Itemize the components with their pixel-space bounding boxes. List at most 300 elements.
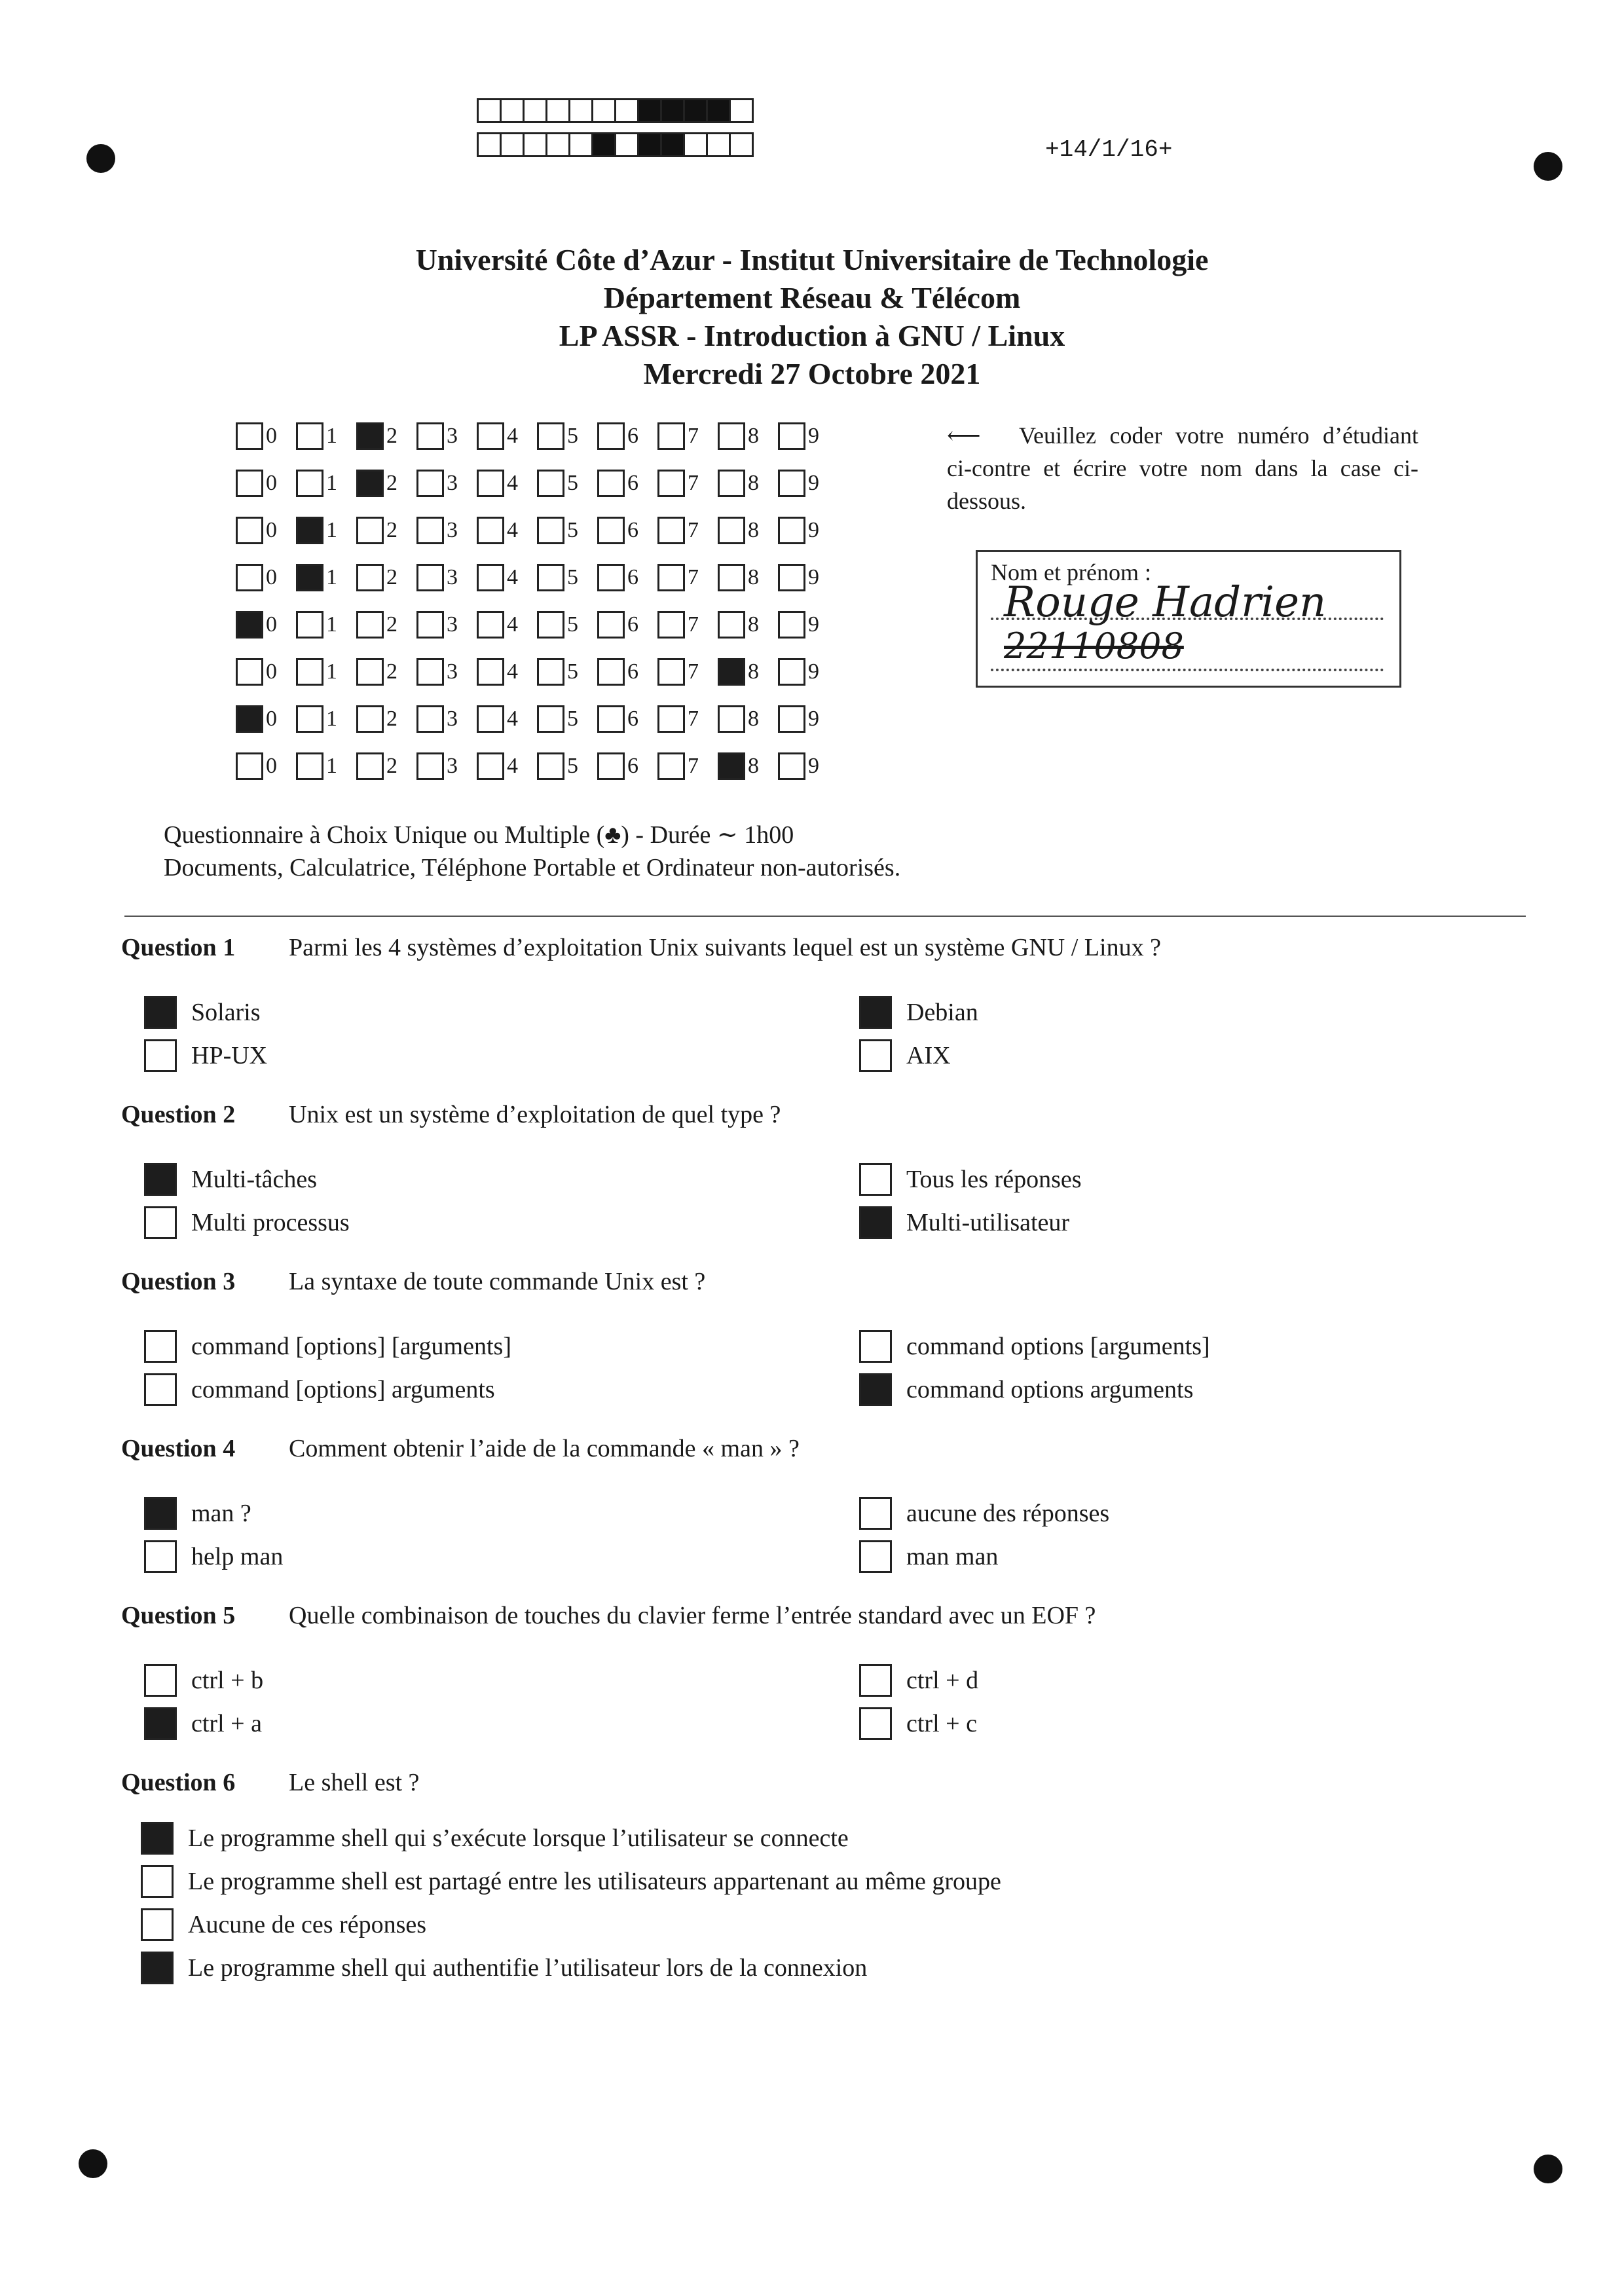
- student-id-checkbox[interactable]: [537, 564, 564, 591]
- student-id-digit: 8: [748, 659, 759, 684]
- student-id-cell[interactable]: [356, 470, 416, 497]
- student-id-cell[interactable]: [657, 422, 718, 450]
- student-id-digit: 2: [386, 424, 397, 448]
- student-id-checkbox[interactable]: [778, 517, 805, 544]
- student-id-checkbox[interactable]: [477, 422, 504, 450]
- student-id-digit: 1: [326, 754, 337, 778]
- student-id-digit: 4: [507, 659, 518, 684]
- student-id-checkbox[interactable]: [718, 752, 745, 780]
- name-dotted-line-2: [991, 669, 1384, 671]
- student-id-digit: 6: [627, 754, 638, 778]
- answer-checkbox[interactable]: [859, 1330, 892, 1363]
- student-id-cell[interactable]: [416, 564, 477, 591]
- student-id-checkbox[interactable]: [778, 470, 805, 497]
- student-id-checkbox[interactable]: [597, 422, 625, 450]
- student-id-checkbox[interactable]: [296, 752, 323, 780]
- answer-option[interactable]: [859, 996, 978, 1029]
- student-id-checkbox[interactable]: [718, 422, 745, 450]
- student-id-digit: 0: [266, 424, 277, 448]
- student-id-digit: 0: [266, 612, 277, 637]
- student-id-checkbox[interactable]: [416, 611, 444, 639]
- student-id-digit: 0: [266, 518, 277, 542]
- student-id-cell[interactable]: [657, 564, 718, 591]
- answer-label: Multi-utilisateur: [906, 1209, 1070, 1236]
- student-id-checkbox[interactable]: [236, 470, 263, 497]
- student-id-digit: 7: [688, 612, 699, 637]
- student-id-cell[interactable]: [597, 564, 657, 591]
- student-id-cell[interactable]: [778, 564, 838, 591]
- answer-checkbox[interactable]: [144, 1039, 177, 1072]
- student-id-digit: 9: [808, 471, 819, 495]
- answer-option[interactable]: [859, 1163, 1082, 1196]
- student-id-checkbox[interactable]: [296, 470, 323, 497]
- student-id-checkbox[interactable]: [597, 611, 625, 639]
- answer-option[interactable]: [141, 1822, 849, 1855]
- student-id-checkbox[interactable]: [778, 752, 805, 780]
- page-code: +14/1/16+: [1045, 136, 1173, 163]
- student-id-cell[interactable]: [477, 470, 537, 497]
- student-id-checkbox[interactable]: [778, 422, 805, 450]
- student-id-cell[interactable]: [778, 705, 838, 733]
- answer-label: command [options] arguments: [191, 1376, 495, 1403]
- student-id-checkbox[interactable]: [296, 705, 323, 733]
- student-id-digit: 1: [326, 612, 337, 637]
- header-course: LP ASSR - Introduction à GNU / Linux: [559, 319, 1065, 352]
- student-id-digit: 1: [326, 659, 337, 684]
- student-id-cell[interactable]: [597, 705, 657, 733]
- student-id-checkbox[interactable]: [416, 564, 444, 591]
- student-id-digit: 6: [627, 565, 638, 589]
- student-id-digit: 7: [688, 659, 699, 684]
- student-id-cell[interactable]: [537, 422, 597, 450]
- student-id-cell[interactable]: [356, 422, 416, 450]
- answer-label: man man: [906, 1543, 999, 1570]
- answer-checkbox[interactable]: [144, 1206, 177, 1239]
- answer-checkbox[interactable]: [144, 1540, 177, 1573]
- id-instructions: [947, 419, 1418, 517]
- student-id-checkbox[interactable]: [296, 611, 323, 639]
- left-arrow-icon: ⟵: [947, 422, 981, 449]
- answer-label: Tous les réponses: [906, 1166, 1082, 1193]
- student-id-checkbox[interactable]: [778, 658, 805, 686]
- student-id-checkbox[interactable]: [778, 564, 805, 591]
- student-id-cell[interactable]: [296, 422, 356, 450]
- answer-option[interactable]: [859, 1540, 998, 1573]
- student-id-cell[interactable]: [657, 517, 718, 544]
- student-id-digit: 4: [507, 518, 518, 542]
- student-id-digit: 3: [447, 471, 458, 495]
- student-id-cell[interactable]: [477, 752, 537, 780]
- student-id-cell[interactable]: [356, 517, 416, 544]
- student-id-checkbox[interactable]: [236, 705, 263, 733]
- student-id-digit: 0: [266, 471, 277, 495]
- student-id-cell[interactable]: [718, 752, 778, 780]
- answer-label: command options arguments: [906, 1376, 1194, 1403]
- student-id-checkbox[interactable]: [537, 611, 564, 639]
- student-id-cell[interactable]: [356, 658, 416, 686]
- answer-option[interactable]: [859, 1373, 1193, 1406]
- student-id-checkbox[interactable]: [236, 658, 263, 686]
- student-id-digit: 5: [567, 754, 578, 778]
- student-id-checkbox[interactable]: [477, 470, 504, 497]
- student-id-cell[interactable]: [778, 658, 838, 686]
- student-id-checkbox[interactable]: [236, 564, 263, 591]
- student-id-cell[interactable]: [477, 705, 537, 733]
- student-id-checkbox[interactable]: [597, 705, 625, 733]
- student-id-cell[interactable]: [537, 705, 597, 733]
- student-id-cell[interactable]: [236, 658, 296, 686]
- student-id-digit: 3: [447, 659, 458, 684]
- question-text: La syntaxe de toute commande Unix est ?: [289, 1268, 706, 1295]
- student-id-checkbox[interactable]: [296, 422, 323, 450]
- answer-option[interactable]: [141, 1952, 867, 1984]
- student-id-checkbox[interactable]: [778, 705, 805, 733]
- answer-checkbox[interactable]: [144, 1373, 177, 1406]
- student-id-checkbox[interactable]: [356, 611, 384, 639]
- answer-label: HP-UX: [191, 1042, 268, 1069]
- student-id-checkbox[interactable]: [657, 611, 685, 639]
- student-id-checkbox[interactable]: [657, 422, 685, 450]
- answer-option[interactable]: [859, 1707, 977, 1740]
- student-id-checkbox[interactable]: [597, 564, 625, 591]
- student-id-digit: 9: [808, 754, 819, 778]
- question-header: [121, 1768, 419, 1797]
- answer-checkbox[interactable]: [859, 1707, 892, 1740]
- student-id-checkbox[interactable]: [356, 422, 384, 450]
- student-id-cell[interactable]: [356, 705, 416, 733]
- student-id-cell[interactable]: [718, 658, 778, 686]
- student-id-cell[interactable]: [718, 422, 778, 450]
- answer-option[interactable]: [859, 1039, 951, 1072]
- student-id-cell[interactable]: [416, 752, 477, 780]
- answer-option[interactable]: [144, 1373, 495, 1406]
- student-id-checkbox[interactable]: [597, 752, 625, 780]
- answer-checkbox[interactable]: [141, 1908, 174, 1941]
- student-id-checkbox[interactable]: [416, 705, 444, 733]
- student-id-checkbox[interactable]: [537, 517, 564, 544]
- student-id-cell[interactable]: [657, 705, 718, 733]
- student-id-checkbox[interactable]: [416, 470, 444, 497]
- answer-option[interactable]: [859, 1206, 1069, 1239]
- student-id-cell[interactable]: [236, 705, 296, 733]
- answer-label: man ?: [191, 1500, 251, 1527]
- handwritten-id: 22110808: [1004, 625, 1184, 667]
- student-id-cell[interactable]: [236, 752, 296, 780]
- student-id-digit: 8: [748, 754, 759, 778]
- student-id-cell[interactable]: [718, 705, 778, 733]
- student-id-digit: 3: [447, 707, 458, 731]
- student-id-checkbox[interactable]: [597, 658, 625, 686]
- student-id-cell[interactable]: [537, 611, 597, 639]
- question-label: Question 6: [121, 1769, 236, 1796]
- question-label: Question 3: [121, 1268, 236, 1295]
- answer-checkbox[interactable]: [859, 1497, 892, 1530]
- student-id-digit: 6: [627, 471, 638, 495]
- student-id-digit: 3: [447, 565, 458, 589]
- answer-checkbox[interactable]: [144, 1497, 177, 1530]
- answer-option[interactable]: [144, 1707, 262, 1740]
- answer-checkbox[interactable]: [144, 1664, 177, 1697]
- student-id-digit: 0: [266, 659, 277, 684]
- answer-option[interactable]: [141, 1865, 1001, 1898]
- answer-option[interactable]: [141, 1908, 426, 1941]
- student-id-checkbox[interactable]: [356, 470, 384, 497]
- student-id-checkbox[interactable]: [356, 705, 384, 733]
- student-id-cell[interactable]: [778, 422, 838, 450]
- student-id-checkbox[interactable]: [477, 517, 504, 544]
- student-id-checkbox[interactable]: [356, 517, 384, 544]
- student-id-cell[interactable]: [778, 470, 838, 497]
- student-id-checkbox[interactable]: [537, 705, 564, 733]
- student-id-cell[interactable]: [537, 470, 597, 497]
- student-id-checkbox[interactable]: [657, 564, 685, 591]
- student-id-cell[interactable]: [718, 470, 778, 497]
- student-id-digit: 8: [748, 518, 759, 542]
- answer-option[interactable]: [859, 1664, 978, 1697]
- student-id-cell[interactable]: [356, 611, 416, 639]
- student-id-cell[interactable]: [657, 658, 718, 686]
- student-id-cell[interactable]: [416, 517, 477, 544]
- student-id-checkbox[interactable]: [477, 752, 504, 780]
- student-id-cell[interactable]: [597, 470, 657, 497]
- id-instructions-text: Veuillez coder votre numéro d’étudiant ci-contre et écrire votre nom dans la case ci-dessous.: [947, 422, 1418, 514]
- student-id-cell[interactable]: [778, 611, 838, 639]
- answer-label: command [options] [arguments]: [191, 1333, 511, 1360]
- student-id-cell[interactable]: [356, 752, 416, 780]
- answer-option[interactable]: [144, 1497, 251, 1530]
- student-id-cell[interactable]: [597, 752, 657, 780]
- student-id-checkbox[interactable]: [597, 470, 625, 497]
- header-date: Mercredi 27 Octobre 2021: [643, 357, 981, 390]
- answer-checkbox[interactable]: [141, 1822, 174, 1855]
- student-id-cell[interactable]: [236, 564, 296, 591]
- answer-checkbox[interactable]: [859, 1039, 892, 1072]
- answer-checkbox[interactable]: [144, 1330, 177, 1363]
- student-id-cell[interactable]: [416, 470, 477, 497]
- student-id-cell[interactable]: [477, 611, 537, 639]
- answer-checkbox[interactable]: [859, 1540, 892, 1573]
- answer-label: ctrl + a: [191, 1710, 262, 1737]
- student-id-checkbox[interactable]: [416, 658, 444, 686]
- student-id-checkbox[interactable]: [296, 564, 323, 591]
- student-id-cell[interactable]: [296, 705, 356, 733]
- student-id-cell[interactable]: [296, 752, 356, 780]
- student-id-cell[interactable]: [477, 422, 537, 450]
- student-id-checkbox[interactable]: [416, 752, 444, 780]
- student-id-row: [236, 601, 838, 648]
- student-id-cell[interactable]: [597, 422, 657, 450]
- student-id-cell[interactable]: [537, 517, 597, 544]
- answer-option[interactable]: [144, 1330, 511, 1363]
- student-id-cell[interactable]: [296, 517, 356, 544]
- student-id-checkbox[interactable]: [537, 752, 564, 780]
- answer-label: ctrl + d: [906, 1667, 979, 1694]
- student-id-checkbox[interactable]: [537, 422, 564, 450]
- student-id-digit: 2: [386, 707, 397, 731]
- student-id-row: [236, 648, 838, 695]
- student-id-digit: 5: [567, 471, 578, 495]
- student-id-digit: 9: [808, 424, 819, 448]
- student-id-digit: 4: [507, 424, 518, 448]
- student-id-digit: 4: [507, 565, 518, 589]
- student-id-checkbox[interactable]: [718, 517, 745, 544]
- student-id-digit: 9: [808, 518, 819, 542]
- answer-checkbox[interactable]: [141, 1865, 174, 1898]
- student-id-digit: 8: [748, 424, 759, 448]
- answer-checkbox[interactable]: [141, 1952, 174, 1984]
- answer-option[interactable]: [144, 1540, 283, 1573]
- registration-mark-top-left: [86, 144, 115, 173]
- student-id-checkbox[interactable]: [778, 611, 805, 639]
- student-id-cell[interactable]: [477, 658, 537, 686]
- student-id-cell[interactable]: [778, 517, 838, 544]
- student-id-cell[interactable]: [657, 611, 718, 639]
- student-id-checkbox[interactable]: [718, 470, 745, 497]
- student-id-checkbox[interactable]: [657, 470, 685, 497]
- student-id-checkbox[interactable]: [718, 564, 745, 591]
- student-id-cell[interactable]: [657, 470, 718, 497]
- student-id-digit: 9: [808, 707, 819, 731]
- answer-checkbox[interactable]: [144, 1163, 177, 1196]
- student-id-checkbox[interactable]: [537, 470, 564, 497]
- answer-checkbox[interactable]: [859, 1206, 892, 1239]
- registration-mark-top-right: [1534, 152, 1562, 181]
- student-id-digit: 9: [808, 659, 819, 684]
- student-id-cell[interactable]: [778, 752, 838, 780]
- answer-option[interactable]: [859, 1497, 1109, 1530]
- student-id-checkbox[interactable]: [477, 611, 504, 639]
- student-id-digit: 7: [688, 565, 699, 589]
- student-id-cell[interactable]: [597, 611, 657, 639]
- student-id-cell[interactable]: [718, 517, 778, 544]
- student-id-cell[interactable]: [416, 422, 477, 450]
- answer-option[interactable]: [144, 1163, 317, 1196]
- student-id-checkbox[interactable]: [657, 752, 685, 780]
- student-id-digit: 6: [627, 612, 638, 637]
- student-id-cell[interactable]: [416, 611, 477, 639]
- question-label: Question 5: [121, 1602, 236, 1629]
- student-id-cell[interactable]: [236, 611, 296, 639]
- student-id-checkbox[interactable]: [416, 422, 444, 450]
- student-id-digit: 0: [266, 565, 277, 589]
- student-id-checkbox[interactable]: [718, 658, 745, 686]
- student-id-cell[interactable]: [416, 658, 477, 686]
- student-id-row: [236, 507, 838, 554]
- student-id-cell[interactable]: [537, 658, 597, 686]
- answer-label: Aucune de ces réponses: [188, 1911, 427, 1938]
- student-id-digit: 7: [688, 707, 699, 731]
- student-id-cell[interactable]: [356, 564, 416, 591]
- student-id-checkbox[interactable]: [236, 422, 263, 450]
- student-id-digit: 1: [326, 518, 337, 542]
- student-id-digit: 2: [386, 471, 397, 495]
- answer-checkbox[interactable]: [144, 1707, 177, 1740]
- student-id-checkbox[interactable]: [356, 658, 384, 686]
- question-text: Parmi les 4 systèmes d’exploitation Unix suivants lequel est un système GNU / Linux ?: [289, 934, 1161, 961]
- student-id-digit: 9: [808, 612, 819, 637]
- student-id-checkbox[interactable]: [537, 658, 564, 686]
- student-id-checkbox[interactable]: [477, 564, 504, 591]
- answer-option[interactable]: [144, 1039, 267, 1072]
- student-id-cell[interactable]: [718, 611, 778, 639]
- student-id-cell[interactable]: [236, 422, 296, 450]
- answer-checkbox[interactable]: [144, 996, 177, 1029]
- student-id-checkbox[interactable]: [416, 517, 444, 544]
- student-id-checkbox[interactable]: [657, 705, 685, 733]
- student-id-cell[interactable]: [296, 470, 356, 497]
- student-id-digit: 5: [567, 424, 578, 448]
- student-id-row: [236, 460, 838, 507]
- student-id-checkbox[interactable]: [657, 658, 685, 686]
- student-id-cell[interactable]: [597, 658, 657, 686]
- student-id-digit: 5: [567, 518, 578, 542]
- student-id-checkbox[interactable]: [356, 752, 384, 780]
- answer-option[interactable]: [859, 1330, 1210, 1363]
- student-id-row: [236, 554, 838, 601]
- student-id-cell[interactable]: [477, 517, 537, 544]
- student-id-digit: 2: [386, 612, 397, 637]
- student-id-cell[interactable]: [718, 564, 778, 591]
- student-id-digit: 6: [627, 659, 638, 684]
- name-box[interactable]: [976, 550, 1401, 688]
- student-id-cell[interactable]: [537, 752, 597, 780]
- student-id-digit: 2: [386, 754, 397, 778]
- student-id-checkbox[interactable]: [718, 705, 745, 733]
- student-id-cell[interactable]: [537, 564, 597, 591]
- answer-checkbox[interactable]: [859, 996, 892, 1029]
- student-id-cell[interactable]: [296, 564, 356, 591]
- student-id-cell[interactable]: [236, 517, 296, 544]
- question-header: [121, 1267, 705, 1296]
- student-id-cell[interactable]: [657, 752, 718, 780]
- student-id-cell[interactable]: [296, 658, 356, 686]
- answer-option[interactable]: [144, 1664, 263, 1697]
- answer-label: Le programme shell est partagé entre les utilisateurs appartenant au même groupe: [188, 1868, 1001, 1895]
- student-id-digit: 1: [326, 471, 337, 495]
- student-id-checkbox[interactable]: [356, 564, 384, 591]
- student-id-checkbox[interactable]: [657, 517, 685, 544]
- student-id-checkbox[interactable]: [236, 611, 263, 639]
- question-label: Question 2: [121, 1101, 236, 1128]
- student-id-checkbox[interactable]: [477, 658, 504, 686]
- student-id-checkbox[interactable]: [296, 517, 323, 544]
- student-id-checkbox[interactable]: [236, 752, 263, 780]
- student-id-checkbox[interactable]: [718, 611, 745, 639]
- student-id-checkbox[interactable]: [236, 517, 263, 544]
- student-id-checkbox[interactable]: [296, 658, 323, 686]
- student-id-checkbox[interactable]: [477, 705, 504, 733]
- student-id-digit: 1: [326, 424, 337, 448]
- student-id-cell[interactable]: [296, 611, 356, 639]
- answer-option[interactable]: [144, 996, 261, 1029]
- question-text: Le shell est ?: [289, 1769, 420, 1796]
- student-id-cell[interactable]: [597, 517, 657, 544]
- answer-checkbox[interactable]: [859, 1373, 892, 1406]
- student-id-cell[interactable]: [416, 705, 477, 733]
- student-id-digit: 1: [326, 565, 337, 589]
- student-id-cell[interactable]: [477, 564, 537, 591]
- student-id-cell[interactable]: [236, 470, 296, 497]
- answer-checkbox[interactable]: [859, 1163, 892, 1196]
- answer-option[interactable]: [144, 1206, 350, 1239]
- student-id-digit: 0: [266, 754, 277, 778]
- answer-checkbox[interactable]: [859, 1664, 892, 1697]
- student-id-digit: 4: [507, 754, 518, 778]
- student-id-digit: 5: [567, 565, 578, 589]
- answer-label: command options [arguments]: [906, 1333, 1210, 1360]
- answer-label: ctrl + c: [906, 1710, 977, 1737]
- student-id-checkbox[interactable]: [597, 517, 625, 544]
